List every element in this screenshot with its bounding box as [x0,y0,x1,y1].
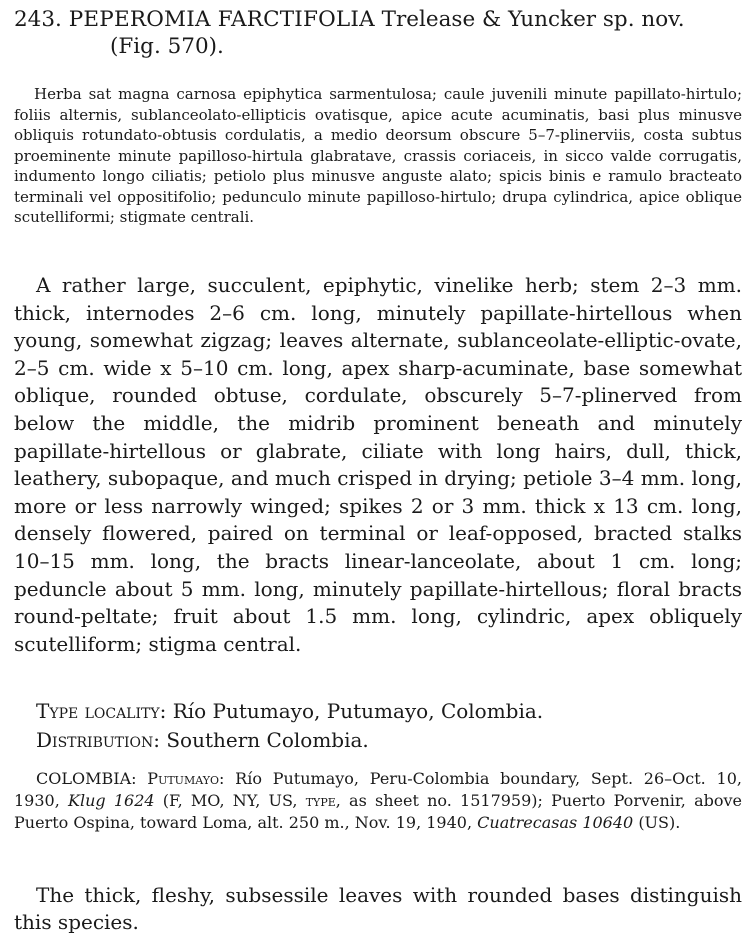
distribution-label: Distribution: [36,728,160,752]
specimens-cited [14,768,742,834]
specimen-text-3: as sheet no. 1517959); Puerto Porvenir, above Puerto Ospina, toward Loma, alt. 250 m., Nov. 19, 1940, [14,791,742,832]
specimen-text-1: Río Putumayo, Peru-Colombia boundary, Sept. 26–Oct. 10, 1930, [14,769,742,810]
english-description: A rather large, succulent, epiphytic, vinelike herb; stem 2–3 mm. thick, internodes 2–6 cm. long, minutely papillate-hirtellous when young, somewhat zigzag; leaves alternate, sublanceolate-elliptic-ovate, 2–5 cm. wide x 5–10 cm. long, apex sharp-acuminate, base somewhat oblique, rounded obtuse, cordulate, obscurely 5–7-plinerved from below the middle, the midrib prominent beneath and minutely papillate-hirtellous or glabrate, ciliate with long hairs, dull, thick, leathery, subopaque, and much crisped in drying; petiole 3–4 mm. long, more or less narrowly winged; spikes 2 or 3 mm. thick x 13 cm. long, densely flowered, paired on terminal or leaf-opposed, bracted stalks 10–15 mm. long, the bracts linear-lanceolate, about 1 cm. long; peduncle about 5 mm. long, minutely papillate-hirtellous; floral bracts round-peltate; fruit about 1.5 mm. long, cylindric, apex obliquely scutelliform; stigma central. [14,273,742,656]
specimen-department: Putumayo: [147,769,225,788]
species-authors: Trelease & Yuncker sp. nov. [381,7,685,32]
distribution-value: Southern Colombia. [166,728,369,752]
figure-reference: (Fig. 570). [110,34,224,59]
type-locality-label: Type locality: [36,699,167,723]
specimen-collector-2: Cuatrecasas 10640 [477,813,634,832]
distribution [36,727,742,753]
specimen-country: COLOMBIA: [36,769,137,788]
species-name: PEPEROMIA FARCTIFOLIA [68,7,375,32]
specimen-text-4: (US). [638,813,681,832]
type-locality-value: Río Putumayo, Putumayo, Colombia. [172,699,544,723]
species-heading [14,6,742,60]
remarks: The thick, fleshy, subsessile leaves with rounded bases distinguish this species. [14,883,742,934]
specimen-text-2: (F, MO, NY, US, [162,791,298,810]
type-locality [36,698,742,724]
latin-description: Herba sat magna carnosa epiphytica sarmentulosa; caule juvenili minute papillato-hirtulo; foliis alternis, sublanceolato-ellipticis ovatisque, apice acute acuminatis, basi plus minusve obliquis rotundato-obtusis cordulatis, a medio deorsum obscure 5–7-plinerviis, costa subtus proeminente minute papilloso-hirtula glabratave, crassis coriaceis, in sicco valde corrugatis, indumento longo ciliatis; petiolo plus minusve anguste alato; spicis binis e ramulo bracteato terminali vel oppositifolio; pedunculo minute papilloso-hirtulo; drupa cylindrica, apice oblique scutelliformi; stigmate centrali. [14,85,742,226]
specimen-type-word: type, [305,791,341,810]
species-number: 243. [14,7,62,32]
specimen-collector-1: Klug 1624 [68,791,155,810]
